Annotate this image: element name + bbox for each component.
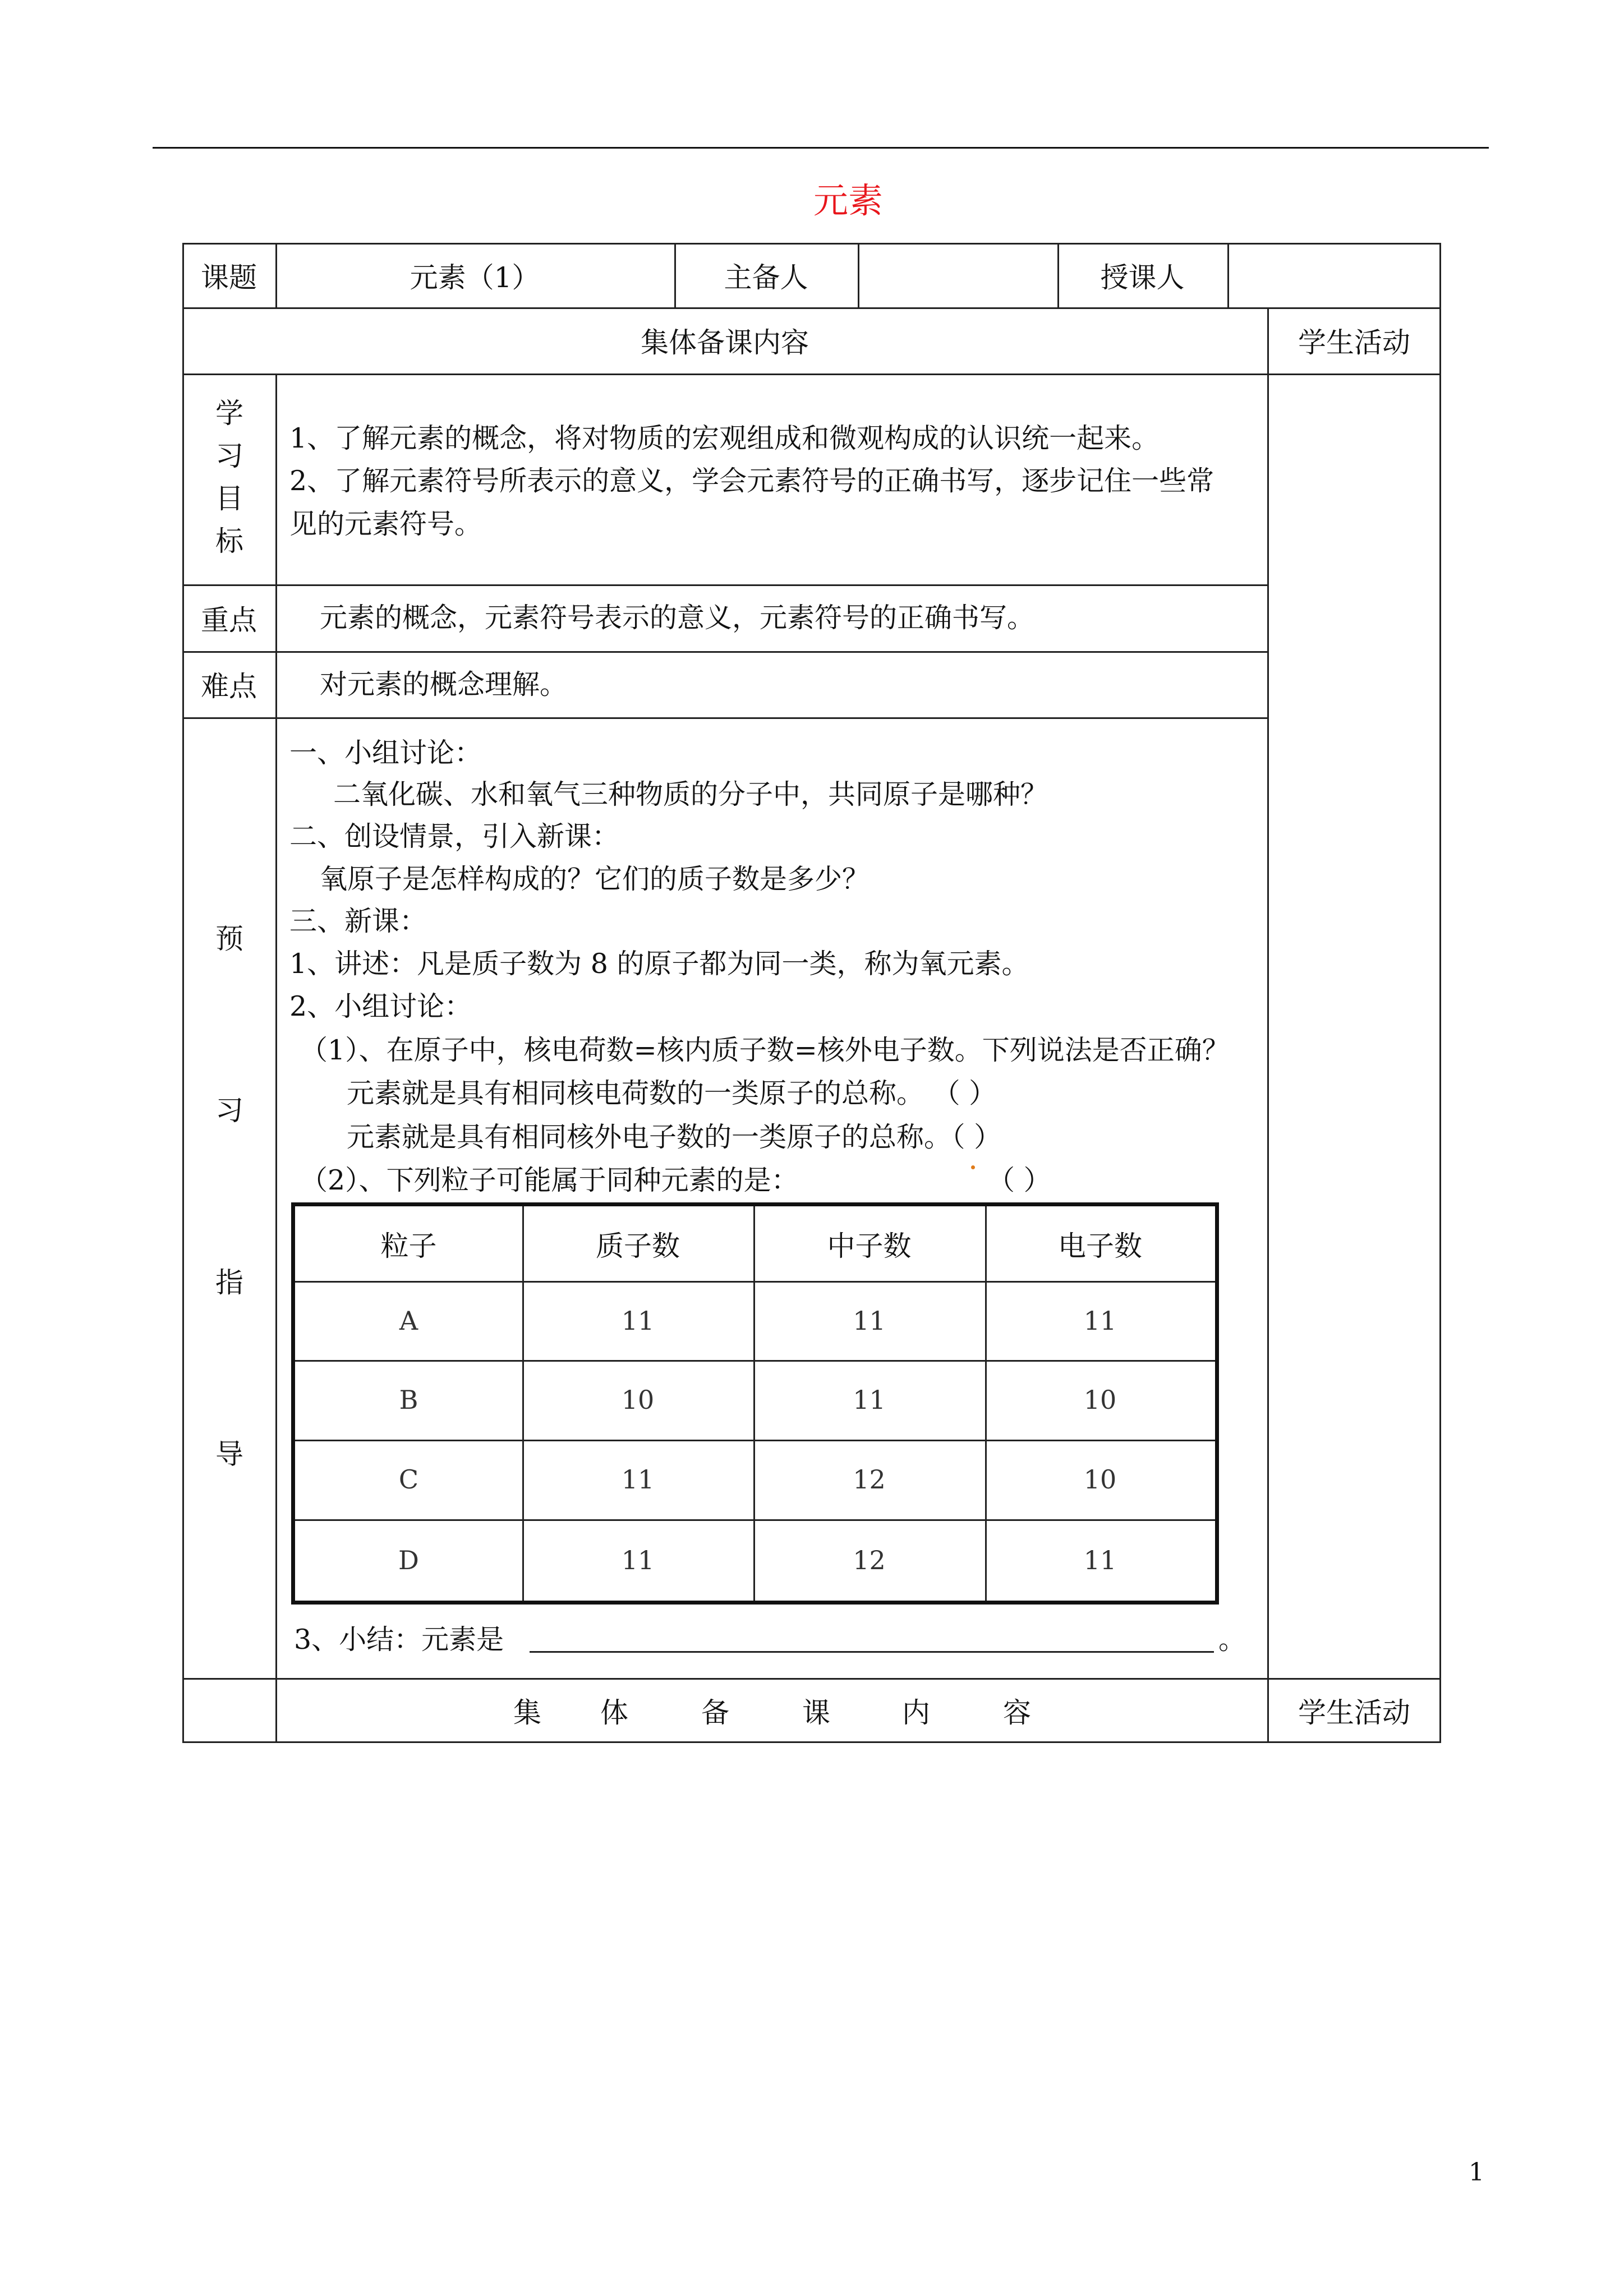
guide-line: 二、创设情景，引入新课： [289, 820, 620, 852]
guide-line: 2、小组讨论： [289, 990, 472, 1022]
teacher-label: 授课人 [1100, 261, 1185, 294]
page-title: 元素 [813, 180, 883, 221]
table-cell: C [398, 1464, 419, 1495]
table-cell: A [399, 1305, 418, 1336]
objective-line: 见的元素符号。 [289, 508, 482, 540]
topic-value: 元素（1） [410, 261, 540, 294]
header-rule [153, 147, 1489, 149]
teacher-value [1227, 243, 1441, 307]
orange-mark [971, 1165, 975, 1169]
objectives-label-char: 学 [215, 397, 243, 430]
preparer-label: 主备人 [724, 261, 808, 294]
particle-table [291, 1202, 1219, 1605]
row-divider [182, 374, 1441, 375]
key-points-label: 重点 [201, 603, 257, 637]
footer-content-char: 集 [513, 1696, 541, 1729]
summary-prompt: 3、小结：元素是 [294, 1624, 504, 1656]
objectives-label-char: 目 [215, 482, 243, 515]
table-cell: 10 [621, 1385, 655, 1415]
guide-line: 三、新课： [289, 905, 427, 937]
guide-label-char: 习 [215, 1094, 243, 1127]
page-number: 1 [1469, 2158, 1484, 2187]
summary-blank [530, 1651, 1214, 1653]
table-cell: D [398, 1545, 419, 1575]
difficulties-label: 难点 [201, 670, 257, 703]
column-divider [275, 374, 277, 1743]
table-cell: 10 [1083, 1464, 1117, 1495]
table-cell: 11 [621, 1545, 655, 1575]
table-cell: 12 [853, 1464, 886, 1495]
guide-label-char: 导 [215, 1438, 243, 1470]
guide-label-char: 指 [215, 1266, 243, 1299]
row-divider [182, 584, 1267, 586]
topic-label: 课题 [201, 261, 257, 294]
guide-line: （2）、下列粒子可能属于同种元素的是： [300, 1164, 799, 1196]
row-divider [182, 651, 1267, 653]
footer-content-char: 内 [902, 1696, 930, 1729]
preparer-value [858, 243, 1057, 307]
summary-period: 。 [1218, 1624, 1246, 1656]
table-cell: 11 [1083, 1305, 1117, 1336]
objectives-label-char: 标 [215, 525, 243, 557]
footer-content-char: 体 [600, 1696, 628, 1729]
guide-line: 氧原子是怎样构成的？它们的质子数是多少？ [320, 863, 870, 895]
footer-activity-label: 学生活动 [1298, 1696, 1410, 1729]
guide-line: 一、小组讨论： [289, 737, 482, 769]
key-points-text: 元素的概念，元素符号表示的意义，元素符号的正确书写。 [320, 602, 1035, 634]
content-header: 集体备课内容 [641, 326, 809, 359]
table-cell: B [399, 1385, 418, 1415]
guide-line: 二氧化碳、水和氧气三种物质的分子中，共同原子是哪种？ [333, 778, 1048, 810]
guide-line: 元素就是具有相同核电荷数的一类原子的总称。 （ ） [347, 1077, 997, 1109]
objective-line: 1、了解元素的概念，将对物质的宏观组成和微观构成的认识统一起来。 [289, 422, 1160, 454]
guide-line: （ ） [987, 1164, 1051, 1196]
objective-line: 2、了解元素符号所表示的意义，学会元素符号的正确书写，逐步记住一些常 [289, 465, 1214, 497]
table-cell: 11 [621, 1305, 655, 1336]
footer-content-char: 容 [1003, 1696, 1031, 1729]
column-divider [1267, 307, 1269, 1743]
table-cell: 11 [853, 1385, 886, 1415]
table-cell: 12 [853, 1545, 886, 1575]
activity-header: 学生活动 [1298, 326, 1410, 359]
guide-line: 元素就是具有相同核外电子数的一类原子的总称。（ ） [347, 1121, 1002, 1153]
table-cell: 11 [621, 1464, 655, 1495]
difficulties-text: 对元素的概念理解。 [320, 668, 568, 700]
objectives-label-char: 习 [215, 440, 243, 472]
table-header-cell: 电子数 [1058, 1229, 1142, 1262]
table-cell: 11 [1083, 1545, 1117, 1575]
footer-content-char: 备 [701, 1696, 729, 1729]
table-header-cell: 中子数 [827, 1229, 912, 1262]
table-header-cell: 粒子 [380, 1229, 437, 1262]
footer-content-char: 课 [802, 1696, 830, 1729]
row-divider [182, 717, 1267, 719]
guide-line: 1、讲述：凡是质子数为 8 的原子都为同一类，称为氧元素。 [289, 948, 1029, 980]
table-header-cell: 质子数 [596, 1229, 680, 1262]
guide-line: （1）、在原子中，核电荷数=核内质子数=核外电子数。下列说法是否正确？ [300, 1034, 1230, 1066]
guide-label-char: 预 [215, 923, 243, 955]
table-cell: 11 [853, 1305, 886, 1336]
table-cell: 10 [1083, 1385, 1117, 1415]
